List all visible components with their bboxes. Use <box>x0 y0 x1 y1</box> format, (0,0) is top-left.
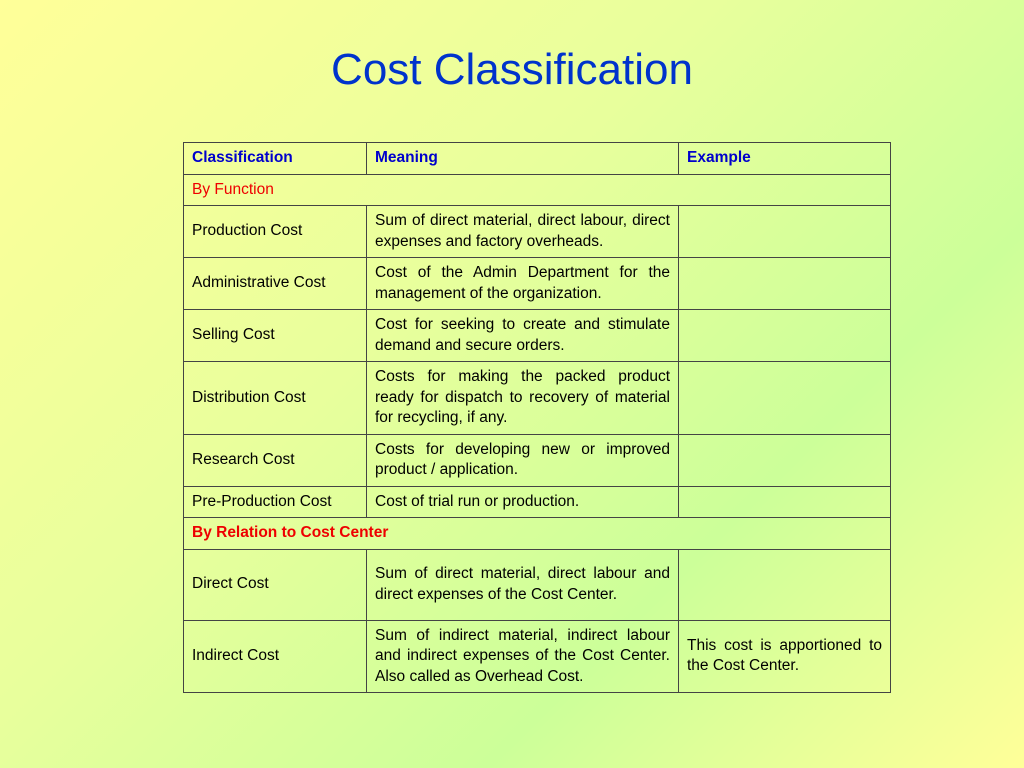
cell-classification: Selling Cost <box>184 310 367 362</box>
table-row <box>184 362 891 435</box>
cell-classification: Direct Cost <box>184 549 367 620</box>
slide-title: Cost Classification <box>331 45 693 94</box>
cell-meaning: Sum of direct material, direct labour and direct expenses of the Cost Center. <box>367 549 679 620</box>
section-label: By Function <box>184 174 891 206</box>
table-row <box>184 434 891 486</box>
cell-meaning: Sum of indirect material, indirect labour and indirect expenses of the Cost Center. Also called as Overhead Cost. <box>367 620 679 693</box>
cell-meaning: Cost of trial run or production. <box>367 486 679 518</box>
cell-classification: Administrative Cost <box>184 258 367 310</box>
cell-classification: Research Cost <box>184 434 367 486</box>
cell-example <box>679 434 891 486</box>
cell-meaning: Sum of direct material, direct labour, direct expenses and factory overheads. <box>367 206 679 258</box>
cell-classification: Pre-Production Cost <box>184 486 367 518</box>
table-row <box>184 549 891 620</box>
cell-meaning: Costs for making the packed product ready for dispatch to recovery of material for recycling, if any. <box>367 362 679 435</box>
table-row <box>184 258 891 310</box>
table-row <box>184 206 891 258</box>
cell-example <box>679 310 891 362</box>
cell-example <box>679 486 891 518</box>
cell-example <box>679 549 891 620</box>
table-row <box>184 620 891 693</box>
cell-classification: Indirect Cost <box>184 620 367 693</box>
section-row-by-relation-to-cost-center <box>184 518 891 550</box>
header-classification: Classification <box>184 143 367 175</box>
cell-example <box>679 206 891 258</box>
header-meaning: Meaning <box>367 143 679 175</box>
cell-example <box>679 362 891 435</box>
header-example: Example <box>679 143 891 175</box>
section-label: By Relation to Cost Center <box>184 518 891 550</box>
cell-classification: Distribution Cost <box>184 362 367 435</box>
cell-meaning: Costs for developing new or improved product / application. <box>367 434 679 486</box>
cell-example: This cost is apportioned to the Cost Center. <box>679 620 891 693</box>
table-row <box>184 486 891 518</box>
table-row <box>184 310 891 362</box>
cell-example <box>679 258 891 310</box>
cell-meaning: Cost of the Admin Department for the management of the organization. <box>367 258 679 310</box>
section-row-by-function <box>184 174 891 206</box>
cell-meaning: Cost for seeking to create and stimulate demand and secure orders. <box>367 310 679 362</box>
cell-classification: Production Cost <box>184 206 367 258</box>
table-header-row <box>184 143 891 175</box>
cost-classification-table <box>183 142 891 693</box>
